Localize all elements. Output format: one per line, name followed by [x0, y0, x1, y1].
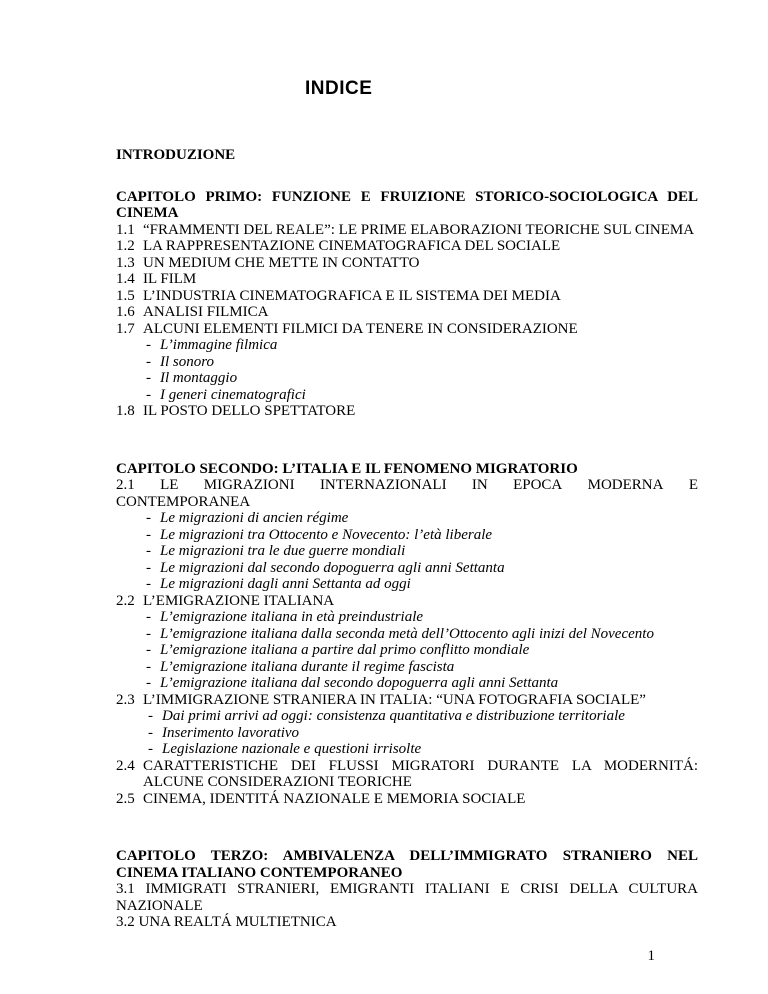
dash: -: [146, 675, 151, 691]
sub-entry: - L’emigrazione italiana durante il regime fascista: [146, 658, 455, 675]
entry-text: IL FILM: [143, 271, 197, 287]
toc-entry-2-5: [116, 791, 698, 808]
entry-text: CINEMA, IDENTITÁ NAZIONALE E MEMORIA SOCIALE: [143, 790, 526, 807]
entry-text: L’INDUSTRIA CINEMATOGRAFICA E IL SISTEMA DEI MEDIA: [143, 287, 561, 304]
sub-entry: - Le migrazioni di ancien régime: [146, 510, 349, 526]
sub-entry: - Le migrazioni tra Ottocento e Novecento: l’età liberale: [146, 526, 493, 543]
entry-text: LA RAPPRESENTAZIONE CINEMATOGRAFICA DEL SOCIALE: [143, 238, 561, 254]
toc-entry-3-1: 3.1 IMMIGRATI STRANIERI, EMIGRANTI ITALIANI E CRISI DELLA CULTURA NAZIONALE: [116, 881, 698, 914]
entry-text: “FRAMMENTI DEL REALE”: LE PRIME ELABORAZIONI TEORICHE SUL CINEMA: [143, 221, 695, 238]
toc-entry-1-8: [116, 403, 698, 420]
entry-text: UN MEDIUM CHE METTE IN CONTATTO: [143, 254, 420, 271]
sub-entry: - Le migrazioni dal secondo dopoguerra agli anni Settanta: [146, 559, 505, 576]
dash: -: [146, 658, 151, 675]
toc-entry-1-1: [116, 222, 698, 239]
chapter-1: [116, 189, 698, 420]
toc-entry-2-4: [116, 758, 698, 791]
dash: -: [146, 543, 151, 559]
dash: -: [146, 609, 151, 625]
entry-text: L’EMIGRAZIONE ITALIANA: [143, 592, 335, 609]
entry-text: ANALISI FILMICA: [143, 304, 269, 320]
entry-number: 2.2: [116, 592, 135, 609]
entry-2-1-continuation: CONTEMPORANEA: [116, 493, 251, 510]
dash: -: [146, 386, 151, 403]
entry-number: 1.2: [116, 238, 135, 254]
toc-entry-1-6: [116, 304, 698, 321]
sub-entry: - Inserimento lavorativo: [148, 724, 300, 741]
toc-entry-1-2: [116, 238, 698, 255]
entry-2-1-line: 2.1 LE MIGRAZIONI INTERNAZIONALI IN EPOCA MODERNA E: [116, 477, 698, 493]
entry-number: 1.5: [116, 287, 135, 304]
entry-number: 1.6: [116, 304, 135, 320]
sub-entry: - Le migrazioni tra le due guerre mondiali: [146, 543, 406, 559]
entry-text: CARATTERISTICHE DEI FLUSSI MIGRATORI DURANTE LA MODERNITÁ: ALCUNE CONSIDERAZIONI TEORICHE: [143, 757, 698, 790]
dash: -: [146, 559, 151, 576]
toc-entry-1-4: [116, 271, 698, 288]
entry-number: 1.1: [116, 221, 135, 238]
toc-entry-2-2: [116, 593, 698, 610]
dash: -: [146, 353, 151, 370]
entry-text: L’IMMIGRAZIONE STRANIERA IN ITALIA: “UNA FOTOGRAFIA SOCIALE”: [143, 691, 646, 708]
chapter-3: [116, 848, 698, 931]
sub-entry: - L’emigrazione italiana dal secondo dopoguerra agli anni Settanta: [146, 675, 559, 691]
entry-number: 2.5: [116, 790, 135, 807]
sub-entry: - Legislazione nazionale e questioni irrisolte: [148, 741, 422, 757]
entry-number: 1.4: [116, 271, 135, 287]
sub-entry: - L’emigrazione italiana a partire dal primo conflitto mondiale: [146, 642, 530, 658]
page-number: 1: [647, 948, 655, 964]
sub-entry: - L’emigrazione italiana dalla seconda metà dell’Ottocento agli inizi del Novecento: [146, 625, 654, 642]
entry-text: ALCUNI ELEMENTI FILMICI DA TENERE IN CONSIDERAZIONE: [143, 320, 578, 337]
dash: -: [146, 510, 151, 526]
dash: -: [146, 370, 151, 386]
dash: -: [146, 642, 151, 658]
dash: -: [146, 526, 151, 543]
toc-entry-2-1: [116, 477, 698, 510]
entry-number: 2.4: [116, 757, 135, 774]
sub-entry: - Il montaggio: [146, 370, 238, 386]
entry-number: 1.3: [116, 254, 135, 271]
table-of-contents: [116, 147, 698, 931]
sub-entry: - Il sonoro: [146, 353, 215, 370]
entry-text: IL POSTO DELLO SPETTATORE: [143, 403, 356, 419]
page-title: INDICE: [305, 78, 373, 99]
dash: -: [146, 576, 151, 592]
dash: -: [148, 724, 153, 741]
toc-entry-1-5: [116, 288, 698, 305]
entry-number: 1.8: [116, 403, 135, 419]
chapter-3-title: CAPITOLO TERZO: AMBIVALENZA DELL’IMMIGRATO STRANIERO NEL CINEMA ITALIANO CONTEMPORANEO: [116, 848, 698, 881]
entry-number: 1.7: [116, 320, 135, 337]
chapter-2-title: CAPITOLO SECONDO: L’ITALIA E IL FENOMENO MIGRATORIO: [116, 460, 578, 477]
dash: -: [148, 708, 153, 724]
sub-entry: - Dai primi arrivi ad oggi: consistenza quantitativa e distribuzione territoriale: [148, 708, 625, 724]
chapter-2: [116, 461, 698, 808]
sub-entry: - Le migrazioni dagli anni Settanta ad oggi: [146, 576, 411, 592]
dash: -: [146, 337, 151, 353]
toc-introduction: INTRODUZIONE: [116, 147, 236, 163]
sub-entry: - L’immagine filmica: [146, 337, 278, 353]
dash: -: [146, 625, 151, 642]
toc-entry-1-3: [116, 255, 698, 272]
toc-entry-3-2: 3.2 UNA REALTÁ MULTIETNICA: [116, 914, 337, 930]
entry-number: 2.3: [116, 691, 135, 708]
sub-entry: - I generi cinematografici: [146, 386, 306, 403]
sub-entry: - L’emigrazione italiana in età preindustriale: [146, 609, 424, 625]
toc-entry-2-3: [116, 692, 698, 709]
toc-entry-1-7: [116, 321, 698, 338]
dash: -: [148, 741, 153, 757]
chapter-1-title: CAPITOLO PRIMO: FUNZIONE E FRUIZIONE STORICO-SOCIOLOGICA DEL CINEMA: [116, 188, 698, 221]
